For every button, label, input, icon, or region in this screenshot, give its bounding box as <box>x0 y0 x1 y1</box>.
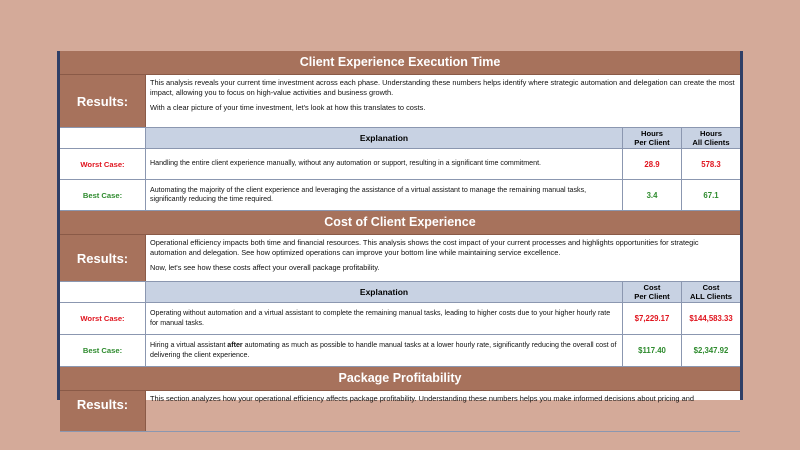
worst-case-explanation: Operating without automation and a virtual assistant to complete the remaining manual tasks, leading to higher costs due to your higher hourly rate for manual tasks. <box>146 303 623 334</box>
header-hours-all-clients: Hours All Clients <box>692 129 730 147</box>
results-label: Results: <box>60 235 146 281</box>
worst-case-hours-per-client: 28.9 <box>623 149 682 179</box>
section-title-execution-time: Client Experience Execution Time <box>60 51 740 75</box>
results-text <box>146 235 740 281</box>
worst-case-hours-all-clients: 578.3 <box>701 159 721 169</box>
header-explanation: Explanation <box>146 282 623 302</box>
best-case-cost-all-clients: $2,347.92 <box>693 346 729 355</box>
results-text <box>146 75 740 127</box>
results-paragraph-1: This section analyzes how your operational efficiency affects package profitability. Understanding these numbers helps you make informed decisions about pricing and <box>150 394 694 403</box>
worst-case-explanation: Handling the entire client experience manually, without any automation or support, resulting in a significant time commitment. <box>146 149 623 179</box>
table-row-worst-case <box>60 303 740 335</box>
table-row-best-case <box>60 180 740 211</box>
spreadsheet-sheet <box>57 51 743 412</box>
results-paragraph-1: Operational efficiency impacts both time and financial resources. This analysis shows the cost impact of your current processes and highlights opportunities for strategic automation and delegation. See how optimized operations can improve your bottom line while maintaining service excellence. <box>150 238 699 257</box>
best-case-text-before: Hiring a virtual assistant <box>150 341 228 349</box>
best-case-hours-all-clients: 67.1 <box>703 190 719 200</box>
table-header <box>60 128 740 149</box>
best-case-cost-per-client: $117.40 <box>623 335 682 366</box>
section-title-cost: Cost of Client Experience <box>60 211 740 235</box>
table-row-best-case <box>60 335 740 367</box>
results-label: Results: <box>60 391 146 431</box>
results-row-profitability <box>60 391 740 432</box>
best-case-hours-per-client: 3.4 <box>623 180 682 210</box>
worst-case-label: Worst Case: <box>60 149 146 179</box>
worst-case-label: Worst Case: <box>60 303 146 334</box>
best-case-label: Best Case: <box>60 335 146 366</box>
table-row-worst-case <box>60 149 740 180</box>
worst-case-cost-all-clients: $144,583.33 <box>689 314 733 323</box>
worst-case-cost-per-client: $7,229.17 <box>623 303 682 334</box>
results-row-cost <box>60 235 740 282</box>
header-cost-per-client: Cost Per Client <box>623 282 682 302</box>
results-paragraph-1: This analysis reveals your current time investment across each phase. Understanding these numbers helps identify where strategic automation and delegation can create the most impact, allowing you to focus on high-value activities and business growth. <box>150 78 735 97</box>
results-label: Results: <box>60 75 146 127</box>
best-case-text-bold: after <box>227 341 243 349</box>
results-row-execution-time <box>60 75 740 128</box>
results-paragraph-2: Now, let's see how these costs affect your overall package profitability. <box>150 263 380 272</box>
header-explanation: Explanation <box>146 128 623 148</box>
table-header <box>60 282 740 303</box>
best-case-explanation <box>146 335 623 366</box>
best-case-text-after: automating as much as possible to handle manual tasks at a lower hourly rate, significantly reducing the overall cost of delivering the client experience. <box>150 341 617 359</box>
best-case-explanation: Automating the majority of the client experience and leveraging the assistance of a virtual assistant to manage the remaining manual tasks, significantly reducing the time required. <box>146 180 623 210</box>
results-text <box>146 391 740 431</box>
header-hours-per-client: Hours Per Client <box>623 128 682 148</box>
header-cost-all-clients: Cost ALL Clients <box>689 283 733 301</box>
results-paragraph-2: With a clear picture of your time investment, let's look at how this translates to costs. <box>150 103 426 112</box>
best-case-label: Best Case: <box>60 180 146 210</box>
section-title-package-profitability: Package Profitability <box>60 367 740 391</box>
